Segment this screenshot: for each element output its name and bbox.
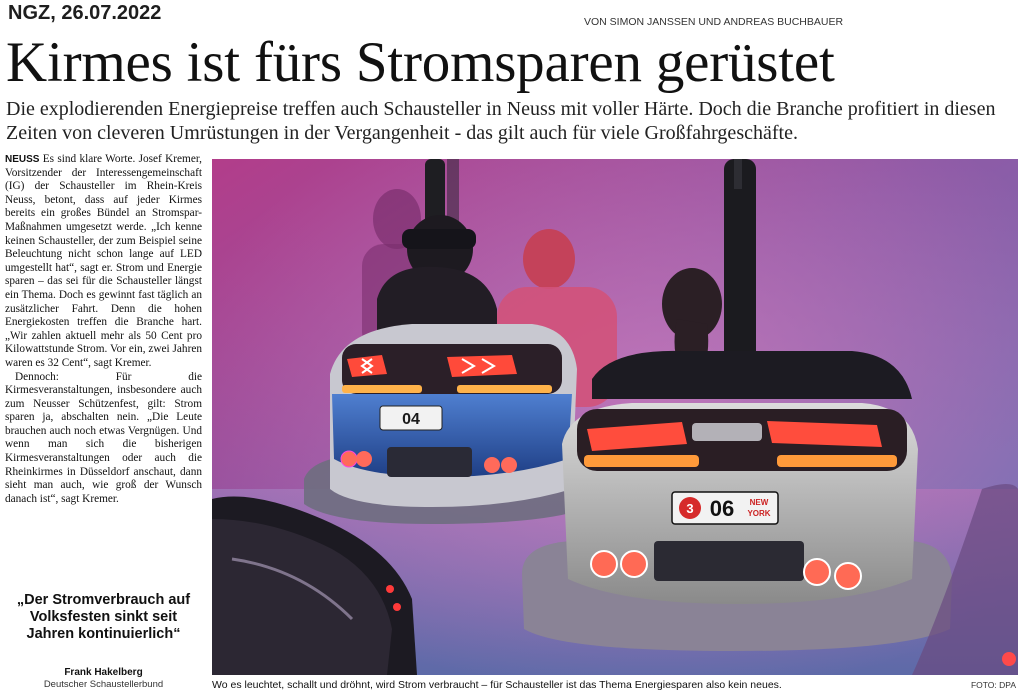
pull-quote-name: Frank Hakelberg <box>64 667 143 678</box>
article-photo <box>212 159 1018 675</box>
pull-quote-role: Deutscher Schaustellerbund <box>43 679 164 690</box>
deck: Die explodierenden Energiepreise treffen auch Schausteller in Neuss mit voller Härte. Doch die Branche profitiert in diesen Zeiten von cleveren Umrüstungen in der Vergangenheit - das gilt auch für viele Großfahrgeschäfte. <box>6 98 996 144</box>
body-paragraph-1-text: Es sind klare Worte. Josef Kremer, Vorsitzender der Interessengemeinschaft (IG) der Schausteller im Rhein-Kreis Neuss, betont, dass auf jeder Kirmes bereits ein großes Bündel an Stromspar-Maßnahmen umgesetzt werde. „Ich kenne keinen Schausteller, der zum Beispiel seine Beleuchtung nicht schon lange auf LED umgestellt hat“, sagt er. Strom und Energie sparen – das sei für die Schausteller längst ein Thema. Doch es gewinnt fast täglich an zusätzlicher Fahrt. Denn die hohen Energiekosten treffen die Branche hart. „Wir zahlen aktuell mehr als 50 Cent pro Kilowattstunde Strom. Vor ein, zwei Jahren waren es 32 Cent“, sagt Kremer. <box>5 153 202 369</box>
headline: Kirmes ist fürs Stromsparen gerüstet <box>6 31 835 94</box>
plate-right-brand-1: NEW <box>749 498 769 507</box>
newspaper-source: NGZ, 26.07.2022 <box>8 2 162 24</box>
body-paragraph <box>5 153 202 371</box>
byline: VON SIMON JANSSEN UND ANDREAS BUCHBAUER <box>584 16 844 28</box>
photo-credit: FOTO: DPA <box>970 680 1016 690</box>
plate-right-brand-2: YORK <box>747 509 771 518</box>
dateline: NEUSS <box>5 154 40 165</box>
body-paragraph: Dennoch: Für die Kirmesveranstaltungen, insbesondere auch zum Neusser Schützenfest, gilt: Strom sparen ja, abschalten nein. „Die Leute brauchen auch noch etwas Vergnügen. Und wenn man sich die bisherigen Kirmesveranstaltungen oder auch die Rheinkirmes in Düsseldorf anschaut, dann sieht man auch, wie groß der Wunsch danach ist“, sagt Kremer. <box>5 370 202 505</box>
plate-left: 04 <box>402 411 420 428</box>
photo-caption: Wo es leuchtet, schallt und dröhnt, wird Strom verbraucht – für Schausteller ist das Thema Energiesparen also kein neues. <box>212 679 782 691</box>
pull-quote: „Der Stromverbrauch auf Volksfesten sinkt seit Jahren kontinuierlich“ <box>16 592 191 642</box>
bumper-car-photo <box>212 159 1018 675</box>
plate-right-number-badge: 3 <box>686 501 694 516</box>
article-body <box>5 153 202 506</box>
plate-right-main: 06 <box>709 496 735 521</box>
